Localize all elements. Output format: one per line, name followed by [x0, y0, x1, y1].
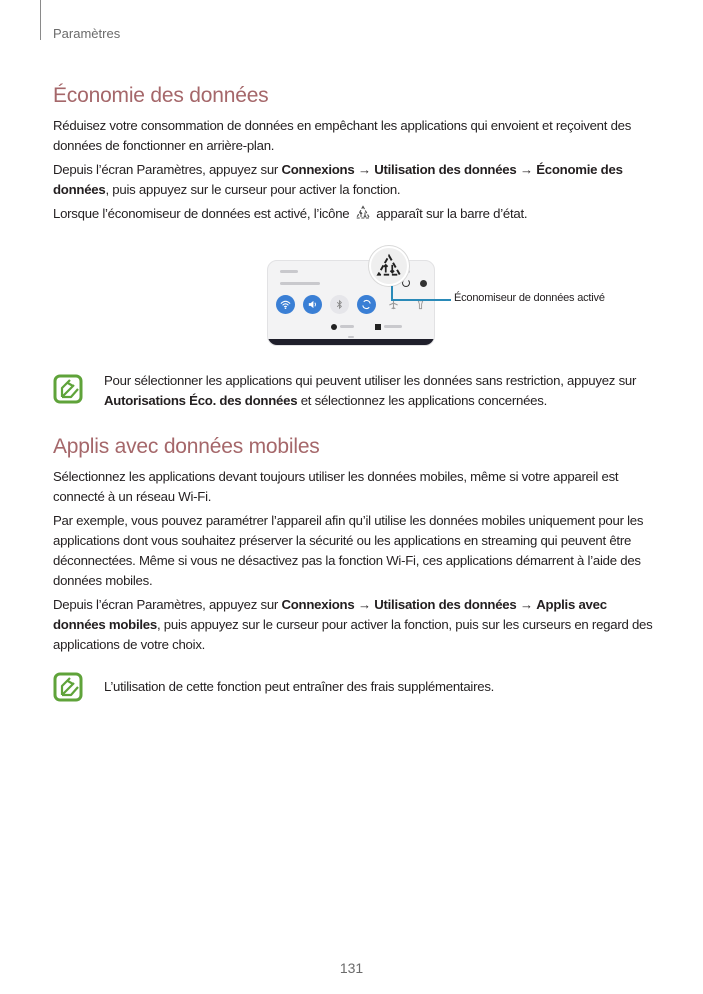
note-pencil-icon	[53, 672, 83, 702]
data-saver-magnified-icon	[369, 246, 409, 286]
page-number: 131	[339, 960, 364, 976]
sound-icon	[303, 295, 322, 314]
paragraph: Sélectionnez les applications devant toujours utiliser les données mobiles, même si votre appareil est connecté à un réseau Wi-Fi.	[53, 469, 619, 504]
data-saver-icon	[355, 205, 371, 221]
flashlight-icon	[411, 295, 430, 314]
section-title-mobile-data-apps: Applis avec données mobiles	[53, 435, 320, 458]
menu-path-step: Connexions	[281, 162, 355, 177]
airplane-icon	[384, 295, 403, 314]
running-header: Paramètres	[53, 26, 121, 41]
power-icon	[402, 279, 410, 287]
page-content	[53, 82, 653, 705]
note-text: Pour sélectionner les applications qui peuvent utiliser les données sans restriction, appuyez sur Autorisations Éco. des données et sélectionnez les applications concernées.	[104, 373, 637, 408]
menu-path-step: Utilisation des données	[374, 162, 517, 177]
callout-line	[391, 286, 393, 300]
paragraph-path: Depuis l’écran Paramètres, appuyez sur Connexions → Utilisation des données → Applis avec données mobiles, puis appuyez sur le curseur pour activer la fonction, puis sur les curseurs en regard des applications de votre choix.	[53, 597, 653, 652]
callout-label: Économiseur de données activé	[454, 292, 605, 304]
wifi-icon	[276, 295, 295, 314]
margin-rule	[40, 0, 41, 40]
paragraph-path: Depuis l’écran Paramètres, appuyez sur Connexions → Utilisation des données → Économie des données, puis appuyez sur le curseur pour activer la fonction.	[53, 162, 623, 197]
menu-path-step: Économie des données	[53, 162, 623, 197]
gear-icon	[420, 280, 427, 287]
note-pencil-icon	[53, 374, 83, 404]
paragraph: Lorsque l’économiseur de données est activé, l’icône apparaît sur la barre d’état.	[53, 206, 528, 221]
device-control-icon	[375, 324, 381, 330]
paragraph: Réduisez votre consommation de données en empêchant les applications qui envoient et reçoivent des données de fonctionner en arrière-plan.	[53, 118, 632, 153]
auto-rotate-icon	[357, 295, 376, 314]
note-block	[53, 669, 653, 705]
note-text: L’utilisation de cette fonction peut entraîner des frais supplémentaires.	[104, 679, 495, 694]
quick-panel-illustration	[53, 238, 653, 353]
menu-path-step: Applis avec données mobiles	[53, 597, 607, 632]
phone-quick-panel	[267, 260, 435, 346]
media-output-icon	[331, 324, 337, 330]
menu-path-step: Connexions	[281, 597, 355, 612]
note-block	[53, 371, 653, 411]
section-title-data-saver: Économie des données	[53, 84, 269, 107]
callout-line	[391, 299, 451, 301]
paragraph: Par exemple, vous pouvez paramétrer l’appareil afin qu’il utilise les données mobiles uniquement pour les applications dont vous souhaitez préserver la sécurité ou les applications en streaming qui peuvent être déconnectées. Même si vous ne désactivez pas la fonction Wi-Fi, ces applications démarrent à l’aide des données mobiles.	[53, 513, 644, 588]
menu-path-step: Utilisation des données	[374, 597, 517, 612]
bluetooth-icon	[330, 295, 349, 314]
